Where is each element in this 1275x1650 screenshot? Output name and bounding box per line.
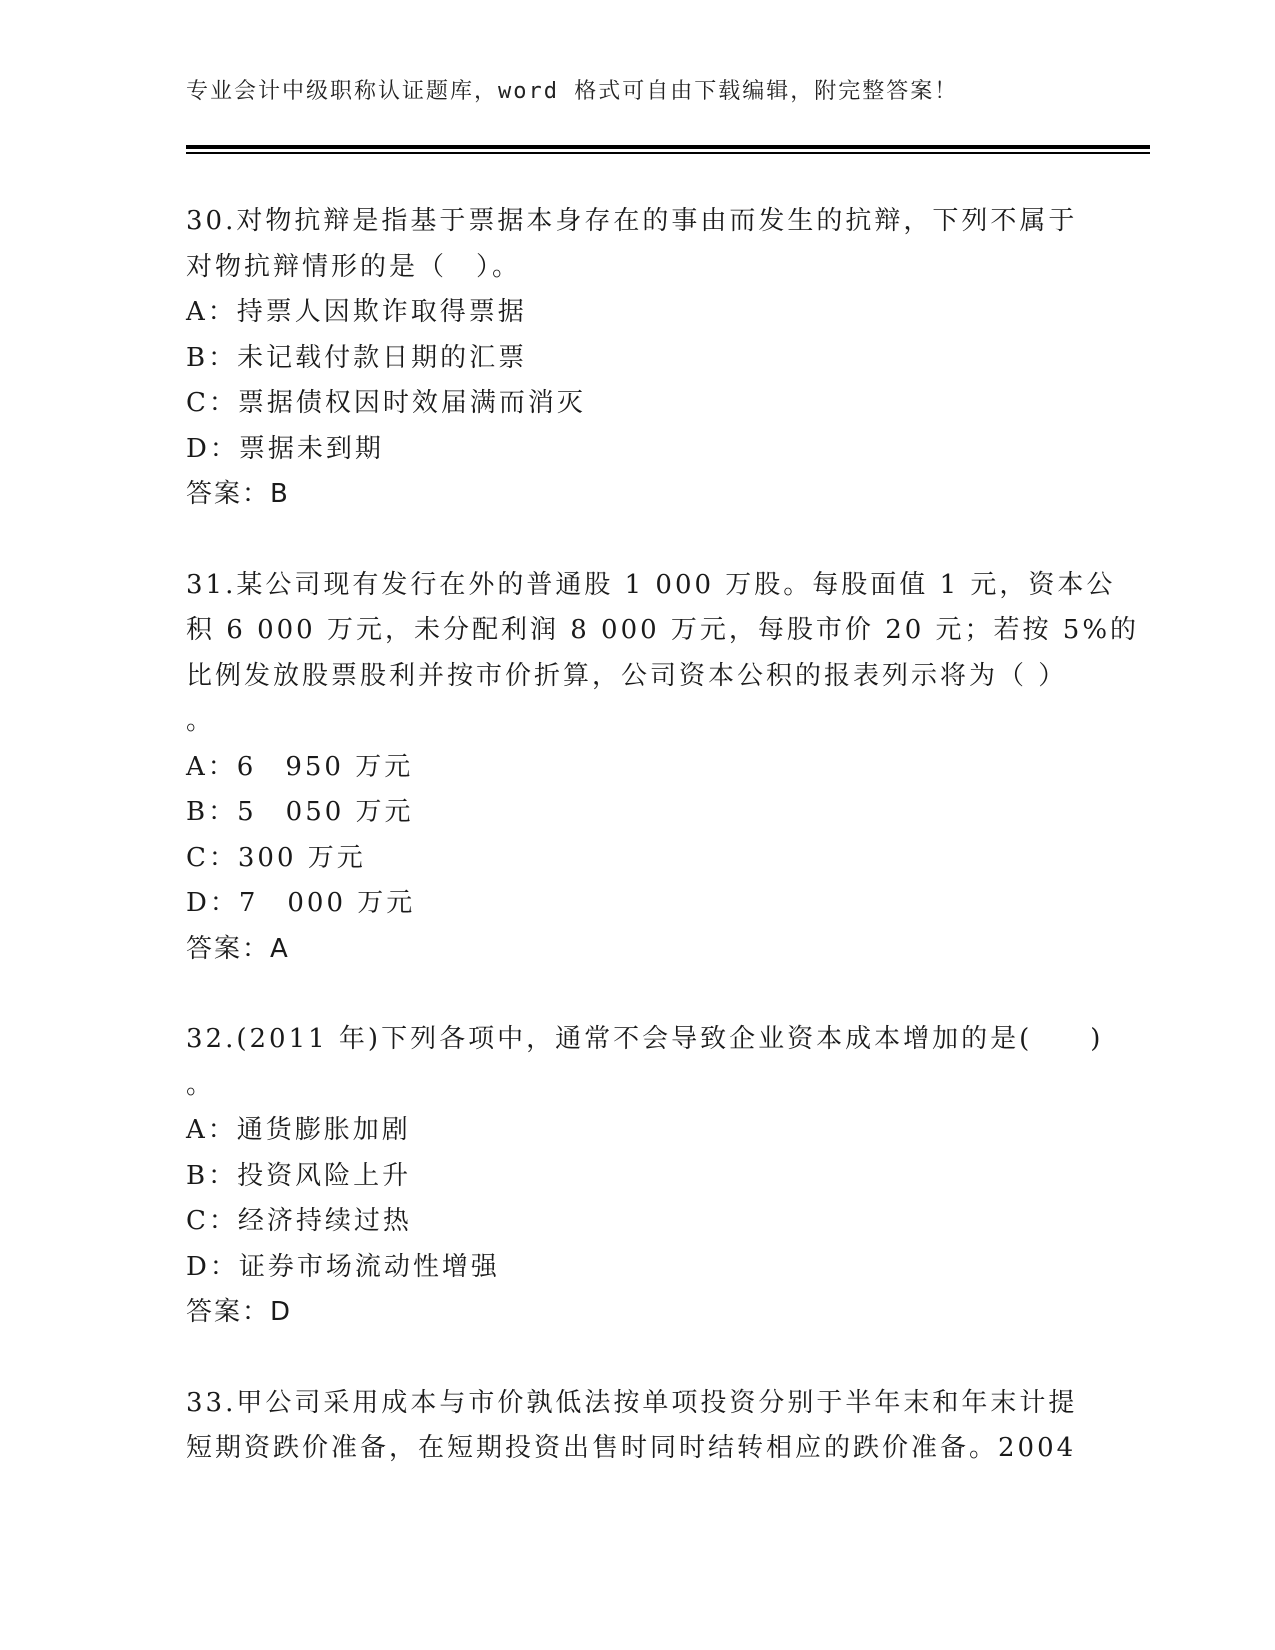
question-text-line: 31.某公司现有发行在外的普通股 1 000 万股。每股面值 1 元，资本公 (186, 569, 1116, 600)
question-text-line: 。 (186, 706, 216, 736)
option-d: D：票据未到期 (186, 433, 384, 464)
question-text-line: 30.对物抗辩是指基于票据本身存在的事由而发生的抗辩，下列不属于 (186, 206, 1078, 236)
option-c: C：票据债权因时效届满而消灭 (186, 388, 586, 418)
option-d: D：7 000 万元 (186, 888, 416, 918)
question-text-line: 短期资跌价准备，在短期投资出售时同时结转相应的跌价准备。2004 (186, 1433, 1077, 1463)
question-text-line: 33.甲公司采用成本与市价孰低法按单项投资分别于半年末和年末计提 (186, 1387, 1078, 1418)
option-b: B：未记载付款日期的汇票 (186, 342, 528, 373)
option-d: D：证券市场流动性增强 (186, 1251, 500, 1282)
header-rule-thick (186, 145, 1150, 149)
question-text-line: 积 6 000 万元，未分配利润 8 000 万元，每股市价 20 元；若按 5%的 (186, 615, 1140, 645)
question-33 (186, 1381, 1086, 1472)
answer-label: 答案：B (186, 479, 290, 509)
question-text-line: 32.(2011 年)下列各项中，通常不会导致企业资本成本增加的是( ) (186, 1024, 1104, 1054)
header-rule-thin (186, 152, 1150, 154)
option-a: A：通货膨胀加剧 (186, 1115, 411, 1145)
option-c: C：300 万元 (186, 842, 366, 873)
option-b: B：5 050 万元 (186, 797, 414, 827)
option-a: A：持票人因欺诈取得票据 (186, 297, 527, 327)
question-31 (186, 563, 1140, 973)
option-b: B：投资风险上升 (186, 1160, 412, 1191)
answer-label: 答案：A (186, 933, 290, 964)
question-30 (186, 199, 1086, 518)
question-text-line: 对物抗辩情形的是（ ）。 (186, 251, 522, 282)
page-header: 专业会计中级职称认证题库，word 格式可自由下载编辑，附完整答案！ (186, 79, 959, 104)
question-text-line: 比例发放股票股利并按市价折算，公司资本公积的报表列示将为（ ） (186, 660, 1068, 691)
question-text-line: 。 (186, 1069, 216, 1100)
option-c: C：经济持续过热 (186, 1206, 412, 1236)
option-a: A：6 950 万元 (186, 751, 414, 782)
question-list (186, 199, 1140, 1517)
question-32 (186, 1017, 1104, 1336)
answer-label: 答案：D (186, 1297, 293, 1327)
